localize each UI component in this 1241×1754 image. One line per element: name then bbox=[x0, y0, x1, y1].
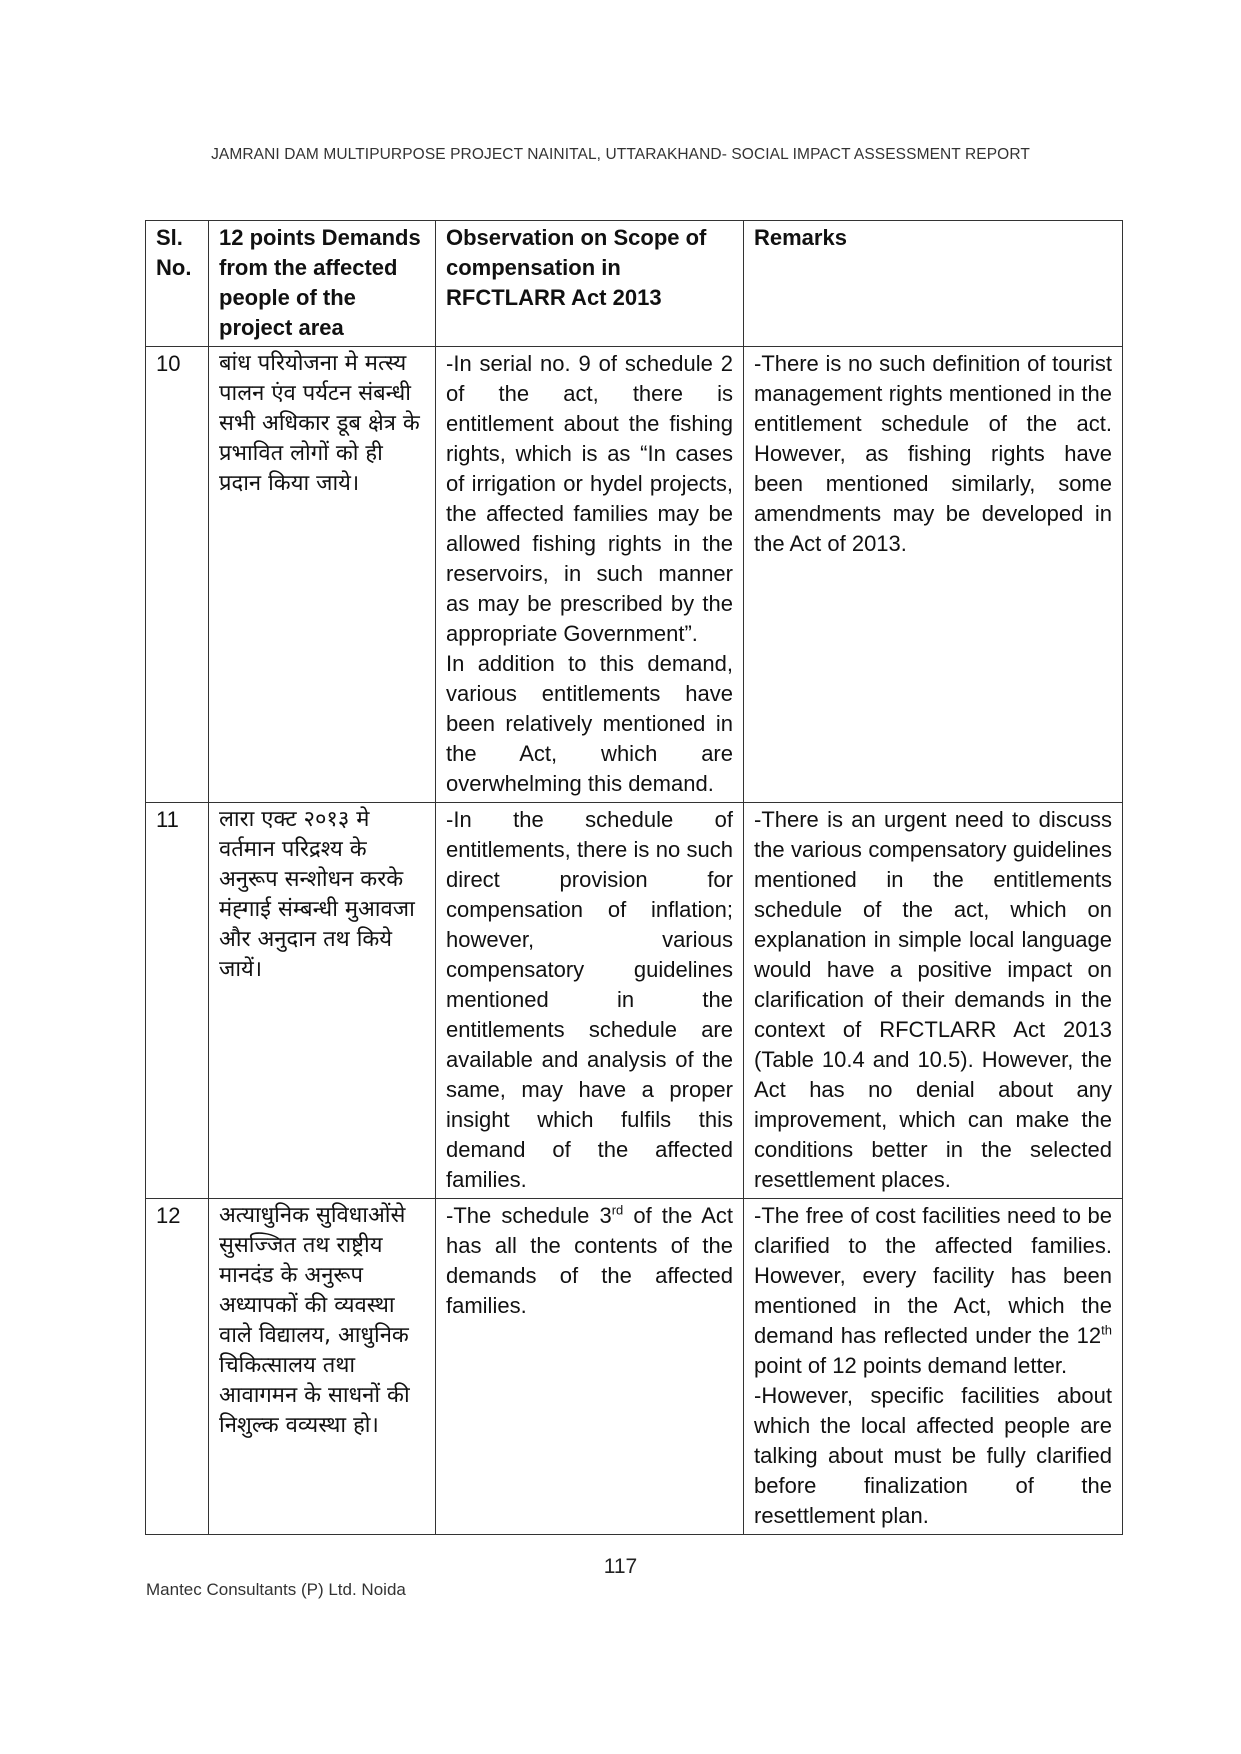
row-observation bbox=[436, 1199, 744, 1535]
row-sl-no: 12 bbox=[146, 1199, 209, 1535]
page-header: JAMRANI DAM MULTIPURPOSE PROJECT NAINITAL, UTTARAKHAND- SOCIAL IMPACT ASSESSMENT REPORT bbox=[211, 146, 1030, 163]
row-sl-no: 11 bbox=[146, 803, 209, 1199]
table-row bbox=[146, 1199, 1123, 1535]
footer-company: Mantec Consultants (P) Ltd. Noida bbox=[146, 1580, 406, 1599]
column-header-demands: 12 points Demands from the affected people of the project area bbox=[209, 221, 436, 347]
remarks-paragraph: -There is an urgent need to discuss the various compensatory guidelines mentioned in the entitlements schedule of the act, which on explanation in simple local language would have a positive impact on clarification of their demands in the context of RFCTLARR Act 2013 (Table 10.4 and 10.5). However, the Act has no denial about any improvement, which can make the conditions better in the selected resettlement places. bbox=[754, 807, 1112, 1192]
row-demand: लारा एक्ट २०१३ मे वर्तमान परिद्रश्य के अनुरूप सन्शोधन करके मंह्गाई संम्बन्धी मुआवजा और अनुदान तथ किये जायें। bbox=[209, 803, 436, 1199]
ordinal-suffix: rd bbox=[611, 1202, 624, 1218]
observation-paragraph: -In the schedule of entitlements, there is no such direct provision for compensation of inflation; however, various compensatory guidelines mentioned in the entitlements schedule are available and analysis of the same, may have a proper insight which fulfils this demand of the affected families. bbox=[446, 807, 733, 1192]
table-row bbox=[146, 803, 1123, 1199]
column-header-sl-no: Sl. No. bbox=[146, 221, 209, 347]
row-sl-no: 10 bbox=[146, 347, 209, 803]
table-row bbox=[146, 347, 1123, 803]
row-demand: अत्याधुनिक सुविधाओंसे सुसज्जित तथ राष्ट्रीय मानदंड के अनुरूप अध्यापकों की व्यवस्था वाले विद्यालय, आधुनिक चिकित्सालय तथा आवागमन के साधनों की निशुल्क वव्यस्था हो। bbox=[209, 1199, 436, 1535]
column-header-observation: Observation on Scope of compensation in RFCTLARR Act 2013 bbox=[436, 221, 744, 347]
row-observation bbox=[436, 347, 744, 803]
table-header-row bbox=[146, 221, 1123, 347]
observation-text: of the Act has all the contents of the demands of the affected families. bbox=[446, 1203, 734, 1318]
remarks-text: -The free of cost facilities need to be clarified to the affected families. However, every facility has been mentioned in the Act, which the demand has reflected under the 12 bbox=[754, 1203, 1112, 1348]
ordinal-suffix: th bbox=[1101, 1322, 1112, 1338]
column-header-remarks: Remarks bbox=[744, 221, 1123, 347]
remarks-paragraph bbox=[754, 1201, 1112, 1381]
page-number: 117 bbox=[603, 1555, 638, 1578]
remarks-paragraph: -However, specific facilities about which the local affected people are talking about must be fully clarified before finalization of the resettlement plan. bbox=[754, 1383, 1112, 1528]
remarks-paragraph: -There is no such definition of tourist management rights mentioned in the entitlement schedule of the act. However, as fishing rights have been mentioned similarly, some amendments may be developed in the Act of 2013. bbox=[754, 351, 1112, 556]
remarks-text: point of 12 points demand letter. bbox=[754, 1353, 1068, 1378]
row-demand: बांध परियोजना मे मत्स्य पालन एंव पर्यटन संबन्धी सभी अधिकार डूब क्षेत्र के प्रभावित लोगों को ही प्रदान किया जाये। bbox=[209, 347, 436, 803]
row-remarks bbox=[744, 347, 1123, 803]
observation-paragraph: -In serial no. 9 of schedule 2 of the act, there is entitlement about the fishing rights, which is as “In cases of irrigation or hydel projects, the affected families may be allowed fishing rights in the reservoirs, in such manner as may be prescribed by the appropriate Government”. bbox=[446, 351, 733, 646]
demands-table bbox=[145, 220, 1123, 1535]
row-remarks bbox=[744, 803, 1123, 1199]
observation-paragraph: In addition to this demand, various entitlements have been relatively mentioned in the Act, which are overwhelming this demand. bbox=[446, 651, 733, 796]
observation-text: -The schedule 3 bbox=[446, 1203, 612, 1228]
row-remarks bbox=[744, 1199, 1123, 1535]
row-observation bbox=[436, 803, 744, 1199]
